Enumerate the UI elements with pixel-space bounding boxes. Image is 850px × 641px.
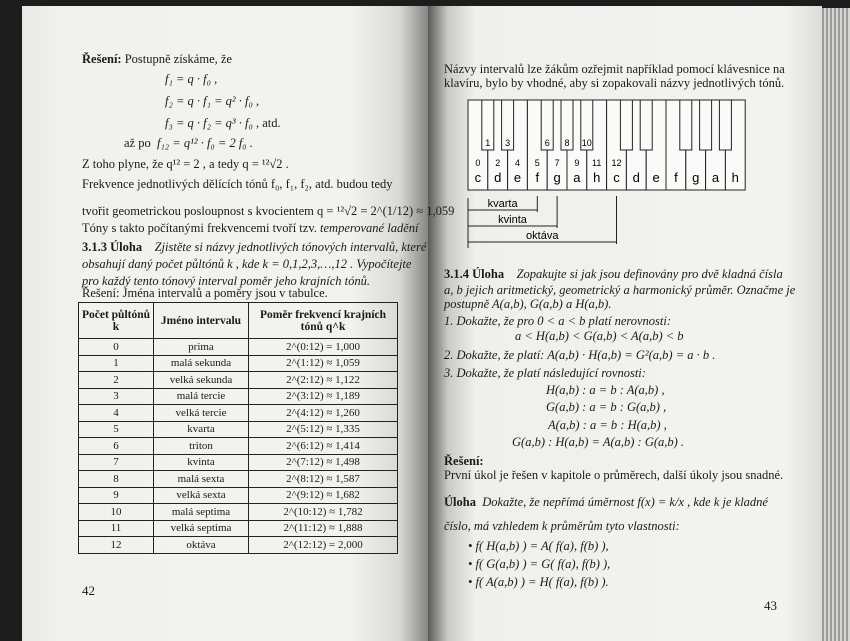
page-stack-edge (822, 8, 850, 641)
interval-name-cell: malá septima (154, 504, 249, 521)
semitone-number: 5 (534, 158, 540, 168)
interval-label-kvinta: kvinta (498, 214, 527, 226)
interval-name-cell: malá tercie (154, 388, 249, 405)
solution-label: Řešení: (82, 52, 122, 66)
white-key-label: e (652, 170, 660, 185)
part-3-eq-1: H(a,b) : a = b : A(a,b) , (546, 383, 665, 397)
semitone-number: 4 (514, 158, 521, 168)
semitone-number: 7 (554, 158, 560, 168)
semitone-number: 12 (611, 158, 622, 168)
intro-line-1: Názvy intervalů lze žákům ozřejmit například pomocí klávesnice na (444, 62, 785, 76)
semitones-cell: 0 (79, 339, 154, 356)
ratio-cell: 2^(2:12) ≈ 1,122 (249, 372, 398, 389)
conclusion-line: Z toho plyne, že q¹² = 2 , a tedy q = ¹²√2 . (82, 157, 289, 171)
part-1-equation: a < H(a,b) < G(a,b) < A(a,b) < b (515, 329, 684, 343)
part-1: 1. Dokažte, že pro 0 < a < b platí nerovnosti: (444, 314, 672, 328)
intro-line-2: klavíru, bylo by vhodné, aby si zopakovali názvy jednotlivých tónů. (444, 76, 785, 90)
interval-name-cell: malá sexta (154, 471, 249, 488)
equation-3-suffix: atd. (262, 116, 281, 130)
semitones-cell: 7 (79, 454, 154, 471)
semitone-number: 10 (581, 138, 592, 148)
interval-label-kvarta: kvarta (487, 198, 518, 210)
white-key-label: d (632, 170, 640, 185)
interval-name-cell: kvarta (154, 421, 249, 438)
table-row (79, 454, 398, 471)
header-interval-name: Jméno intervalu (154, 303, 249, 339)
ratio-cell: 2^(6:12) ≈ 1,414 (249, 438, 398, 455)
white-key-label: h (731, 170, 739, 185)
semitones-cell: 8 (79, 471, 154, 488)
task-4-label: 3.1.4 Úloha (444, 267, 505, 281)
semitones-cell: 1 (79, 355, 154, 372)
table-row (79, 504, 398, 521)
frequency-line: Frekvence jednotlivých dělících tónů f₀, f₁, f₂, atd. budou tedy (82, 177, 393, 191)
task-text-2: obsahují daný počet půltónů k , kde k = 0,1,2,3,…,12 . Vypočítejte (82, 257, 412, 271)
header-ratio: Poměr frekvencí krajních tónů q^k (249, 303, 398, 339)
white-key-label: a (573, 170, 581, 185)
ratio-cell: 2^(0:12) = 1,000 (249, 339, 398, 356)
interval-name-cell: velká tercie (154, 405, 249, 422)
semitones-cell: 11 (79, 520, 154, 537)
ratio-cell: 2^(9:12) ≈ 1,682 (249, 487, 398, 504)
piano-keyboard-diagram (460, 96, 750, 256)
table-row (79, 372, 398, 389)
table-row (79, 421, 398, 438)
semitone-number: 11 (592, 158, 602, 168)
semitone-number: 1 (485, 138, 491, 148)
table-row (79, 388, 398, 405)
interval-label-oktáva: oktáva (526, 230, 559, 242)
ratio-cell: 2^(4:12) ≈ 1,260 (249, 405, 398, 422)
ratio-cell: 2^(10:12) ≈ 1,782 (249, 504, 398, 521)
table-row (79, 471, 398, 488)
semitone-number: 2 (495, 158, 501, 168)
semitone-number: 9 (574, 158, 580, 168)
part-2: 2. Dokažte, že platí: A(a,b) · H(a,b) = G²(a,b) = a · b . (444, 348, 716, 362)
table-row (79, 355, 398, 372)
table-row (79, 487, 398, 504)
semitones-cell: 10 (79, 504, 154, 521)
bullet-2: f( G(a,b) ) = G( f(a), f(b) ), (475, 557, 611, 571)
bullet-1: f( H(a,b) ) = A( f(a), f(b) ), (475, 539, 609, 553)
white-key-label: d (494, 170, 502, 185)
equation-3: f₃ = q · f₂ = q³ · f₀ , (165, 116, 260, 130)
task-4-text-2: a, b jejich aritmetický, geometrický a harmonický průměr. Označme je (444, 283, 796, 297)
black-key (719, 100, 731, 150)
ratio-cell: 2^(7:12) ≈ 1,498 (249, 454, 398, 471)
ratio-cell: 2^(1:12) ≈ 1,059 (249, 355, 398, 372)
semitone-number: 0 (475, 158, 481, 168)
table-row (79, 405, 398, 422)
solution-text-right: První úkol je řešen v kapitole o průměrech, další úkoly jsou snadné. (444, 468, 784, 482)
white-key-label: g (553, 170, 561, 185)
semitones-cell: 3 (79, 388, 154, 405)
bullet-3: f( A(a,b) ) = H( f(a), f(b) ). (475, 575, 609, 589)
equation-4-prefix: až po (124, 136, 151, 150)
semitone-number: 3 (505, 138, 511, 148)
interval-name-cell: malá sekunda (154, 355, 249, 372)
solution-label-right: Řešení: (444, 454, 484, 468)
table-row (79, 339, 398, 356)
table-row (79, 438, 398, 455)
white-key-label: h (593, 170, 601, 185)
interval-table (78, 302, 398, 554)
ratio-cell: 2^(3:12) ≈ 1,189 (249, 388, 398, 405)
white-key-label: g (692, 170, 700, 185)
intro-text: Postupně získáme, že (124, 52, 232, 66)
equation-2: f₂ = q · f₁ = q² · f₀ , (165, 94, 260, 108)
part-3: 3. Dokažte, že platí následující rovnosti: (444, 366, 646, 380)
task-label: 3.1.3 Úloha (82, 240, 143, 254)
black-key (620, 100, 632, 150)
table-row (79, 520, 398, 537)
task-5-text-1: Dokažte, že nepřímá úměrnost f(x) = k/x , kde k je kladné (482, 495, 768, 509)
task-text-1: Zjistěte si názvy jednotlivých tónových intervalů, které (154, 240, 427, 254)
task-4-text-1: Zopakujte si jak jsou definovány pro dvě kladná čísla (516, 267, 783, 281)
table-row (79, 537, 398, 554)
geometric-line: tvořit geometrickou posloupnost s kvocientem q = ¹²√2 = 2^(1/12) ≈ 1,059 (82, 204, 455, 218)
white-key-label: f (674, 170, 678, 185)
white-key-label: a (711, 170, 720, 185)
part-3-eq-3: A(a,b) : a = b : H(a,b) , (548, 418, 667, 432)
ratio-cell: 2^(11:12) ≈ 1,888 (249, 520, 398, 537)
tempered-tuning: temperované ladění (320, 221, 419, 235)
equation-4: f₁₂ = q¹² · f₀ = 2 f₀ . (156, 136, 253, 150)
white-key-label: c (474, 170, 482, 185)
white-key-label: f (535, 170, 540, 185)
black-key (680, 100, 692, 150)
task-5-text-2: číslo, má vzhledem k průměrům tyto vlastnosti: (444, 519, 680, 533)
interval-name-cell: prima (154, 339, 249, 356)
ratio-cell: 2^(12:12) = 2,000 (249, 537, 398, 554)
task-text-3: pro každý tento tónový interval poměr jeho krajních tónů. (82, 274, 371, 288)
black-key (700, 100, 712, 150)
interval-name-cell: triton (154, 438, 249, 455)
interval-name-cell: oktáva (154, 537, 249, 554)
ratio-cell: 2^(5:12) ≈ 1,335 (249, 421, 398, 438)
white-key-label: e (513, 170, 522, 185)
task-4-text-3: postupně A(a,b), G(a,b) a H(a,b). (444, 297, 612, 311)
solution-2: Řešení: Jména intervalů a poměry jsou v tabulce. (82, 286, 328, 300)
interval-name-cell: velká sexta (154, 487, 249, 504)
part-3-eq-4: G(a,b) : H(a,b) = A(a,b) : G(a,b) . (512, 435, 685, 449)
part-3-eq-2: G(a,b) : a = b : G(a,b) , (546, 400, 667, 414)
semitones-cell: 5 (79, 421, 154, 438)
ratio-cell: 2^(8:12) ≈ 1,587 (249, 471, 398, 488)
black-key (640, 100, 652, 150)
white-key-label: c (613, 170, 620, 185)
semitones-cell: 2 (79, 372, 154, 389)
semitones-cell: 12 (79, 537, 154, 554)
semitone-number: 6 (544, 138, 550, 148)
interval-name-cell: velká septima (154, 520, 249, 537)
page-number-right: 43 (764, 598, 777, 613)
semitone-number: 8 (564, 138, 570, 148)
semitones-cell: 4 (79, 405, 154, 422)
tones-line: Tóny s takto počítanými frekvencemi tvoří tzv. (82, 221, 317, 235)
header-semitones: Počet půltónů k (79, 303, 154, 339)
interval-name-cell: kvinta (154, 454, 249, 471)
semitones-cell: 9 (79, 487, 154, 504)
equation-1: f₁ = q · f₀ , (165, 72, 218, 86)
semitones-cell: 6 (79, 438, 154, 455)
interval-name-cell: velká sekunda (154, 372, 249, 389)
page-number-left: 42 (82, 583, 95, 598)
task-5-label: Úloha (444, 495, 476, 509)
